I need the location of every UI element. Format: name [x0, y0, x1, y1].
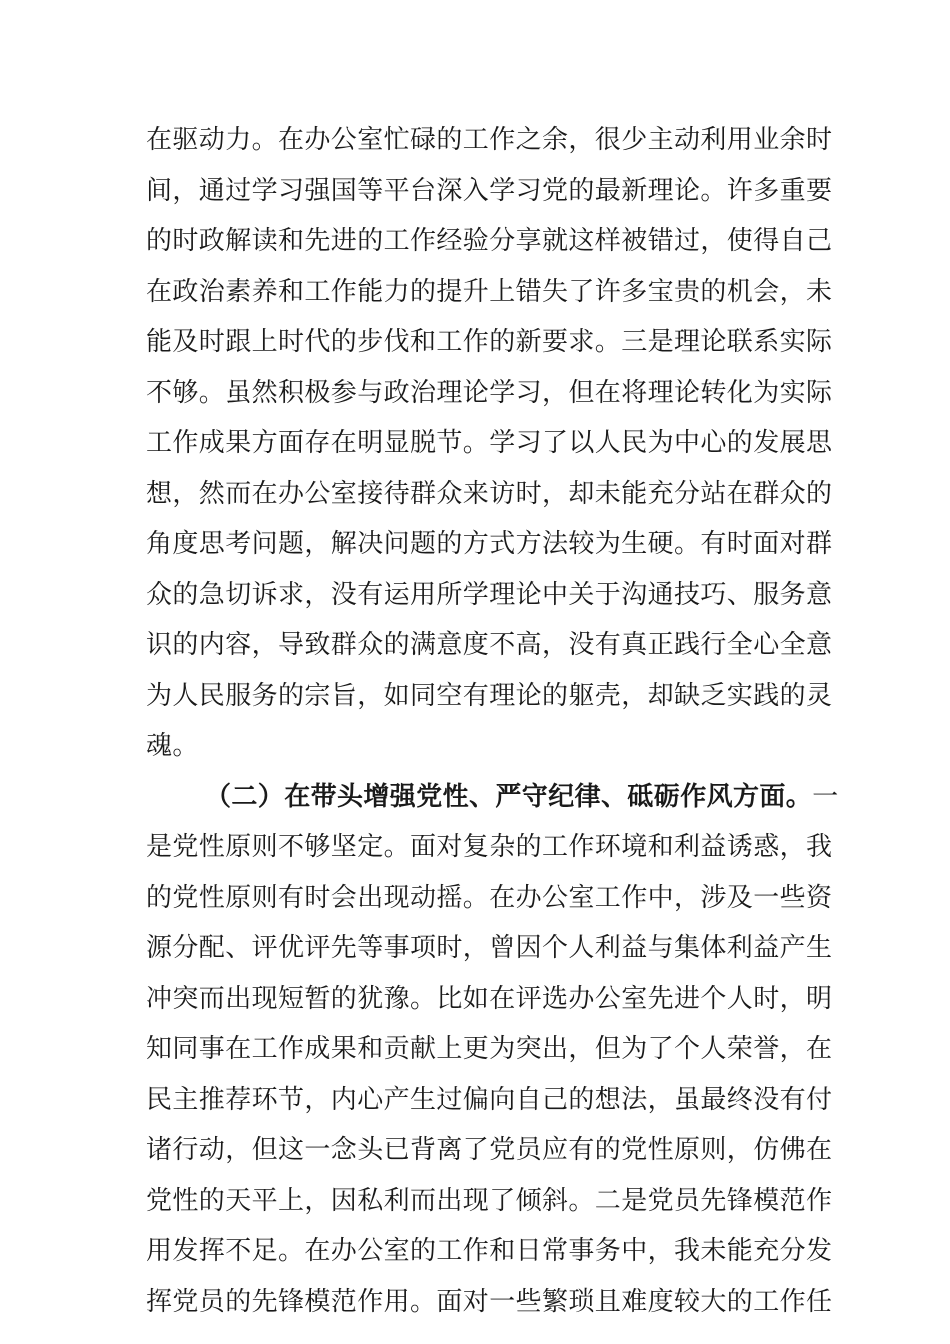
paragraph-line: 能及时跟上时代的步伐和工作的新要求。三是理论联系实际 — [146, 327, 833, 357]
paragraph-line: 识的内容，导致群众的满意度不高，没有真正践行全心全意 — [146, 630, 833, 660]
paragraph-line: 源分配、评优评先等事项时，曾因个人利益与集体利益产生 — [146, 933, 833, 963]
paragraph-line: 的党性原则有时会出现动摇。在办公室工作中，涉及一些资 — [146, 882, 833, 913]
paragraph-line: 想，然而在办公室接待群众来访时，却未能充分站在群众的 — [146, 478, 833, 509]
section-heading-line — [205, 777, 839, 817]
paragraph-line: 挥党员的先锋模范作用。面对一些繁琐且难度较大的工作任 — [146, 1286, 833, 1317]
paragraph-line: 党性的天平上，因私利而出现了倾斜。二是党员先锋模范作 — [146, 1185, 833, 1216]
paragraph-line: 在驱动力。在办公室忙碌的工作之余，很少主动利用业余时 — [146, 125, 833, 155]
paragraph-line: 知同事在工作成果和贡献上更为突出，但为了个人荣誉，在 — [146, 1034, 833, 1064]
paragraph-line: 间，通过学习强国等平台深入学习党的最新理论。许多重要 — [146, 175, 833, 206]
paragraph-line: 的时政解读和先进的工作经验分享就这样被错过，使得自己 — [146, 226, 833, 256]
paragraph-line: 不够。虽然积极参与政治理论学习，但在将理论转化为实际 — [146, 377, 833, 408]
paragraph-line: 是党性原则不够坚定。面对复杂的工作环境和利益诱惑，我 — [146, 832, 833, 862]
paragraph-line: 诸行动，但这一念头已背离了党员应有的党性原则，仿佛在 — [146, 1135, 833, 1165]
paragraph-line: 在政治素养和工作能力的提升上错失了许多宝贵的机会，未 — [146, 276, 833, 307]
paragraph-line: 魂。 — [146, 731, 199, 761]
section-heading-continuation: 一 — [812, 781, 839, 812]
paragraph-line: 为人民服务的宗旨，如同空有理论的躯壳，却缺乏实践的灵 — [146, 680, 833, 711]
paragraph-line: 工作成果方面存在明显脱节。学习了以人民为中心的发展思 — [146, 428, 833, 458]
paragraph-line: 角度思考问题，解决问题的方式方法较为生硬。有时面对群 — [146, 529, 833, 559]
paragraph-line: 众的急切诉求，没有运用所学理论中关于沟通技巧、服务意 — [146, 579, 833, 610]
paragraph-line: 民主推荐环节，内心产生过偏向自己的想法，虽最终没有付 — [146, 1084, 833, 1115]
paragraph-line: 用发挥不足。在办公室的工作和日常事务中，我未能充分发 — [146, 1236, 833, 1266]
paragraph-line: 冲突而出现短暂的犹豫。比如在评选办公室先进个人时，明 — [146, 983, 833, 1014]
section-heading: （二）在带头增强党性、严守纪律、砥砺作风方面。 — [205, 781, 813, 812]
